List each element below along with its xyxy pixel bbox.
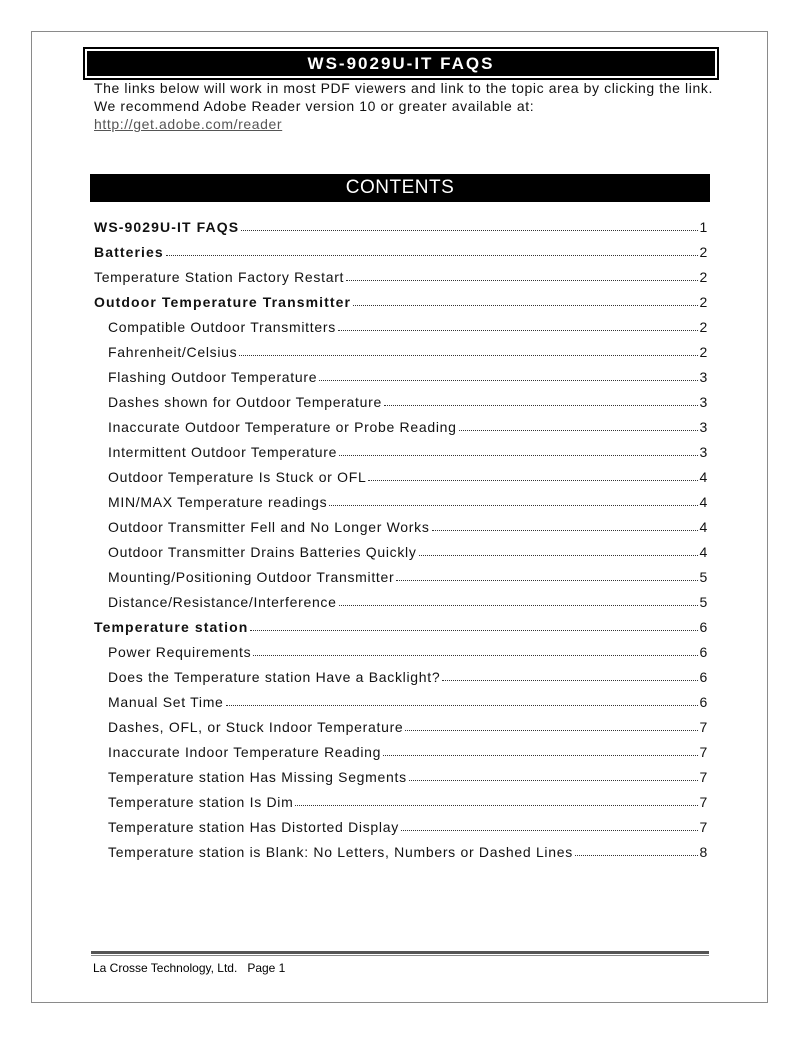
toc-entry-page: 4 (699, 494, 708, 510)
toc-entry-label: Compatible Outdoor Transmitters (108, 319, 336, 335)
toc-entry-page: 6 (699, 694, 708, 710)
toc-entry[interactable] (94, 215, 708, 235)
toc-entry-page: 3 (699, 394, 708, 410)
footer-company: La Crosse Technology, Ltd. (93, 961, 238, 975)
toc-entry[interactable] (108, 515, 708, 535)
toc-dot-leader (432, 530, 698, 531)
toc-dot-leader (319, 380, 697, 381)
toc-dot-leader (339, 455, 697, 456)
toc-entry-page: 6 (699, 669, 708, 685)
toc-dot-leader (409, 780, 698, 781)
toc-entry[interactable] (108, 365, 708, 385)
toc-entry-page: 4 (699, 519, 708, 535)
toc-entry-page: 4 (699, 544, 708, 560)
toc-dot-leader (368, 480, 697, 481)
toc-entry-label: Temperature station Has Missing Segments (108, 769, 407, 785)
toc-dot-leader (166, 255, 698, 256)
toc-entry-label: Temperature station Has Distorted Display (108, 819, 399, 835)
toc-entry-page: 2 (699, 319, 708, 335)
toc-entry-page: 1 (699, 219, 708, 235)
toc-entry[interactable] (108, 715, 708, 735)
toc-entry-label: Outdoor Transmitter Drains Batteries Quickly (108, 544, 417, 560)
toc-dot-leader (226, 705, 698, 706)
toc-dot-leader (250, 630, 697, 631)
toc-entry[interactable] (108, 440, 708, 460)
toc-dot-leader (383, 755, 697, 756)
toc-entry[interactable] (108, 665, 708, 685)
toc-dot-leader (442, 680, 697, 681)
toc-entry-page: 7 (699, 719, 708, 735)
toc-entry-page: 8 (699, 844, 708, 860)
toc-dot-leader (295, 805, 697, 806)
toc-entry-label: Power Requirements (108, 644, 252, 660)
toc-entry-label: Inaccurate Outdoor Temperature or Probe Reading (108, 419, 457, 435)
toc-dot-leader (339, 605, 698, 606)
toc-entry[interactable] (108, 690, 708, 710)
toc-entry[interactable] (108, 790, 708, 810)
toc-dot-leader (346, 280, 697, 281)
toc-entry-label: Temperature station Is Dim (108, 794, 294, 810)
toc-entry[interactable] (108, 840, 708, 860)
contents-heading: CONTENTS (91, 175, 709, 201)
document-title: WS-9029U-IT FAQS (87, 51, 715, 76)
toc-entry-label: Dashes, OFL, or Stuck Indoor Temperature (108, 719, 404, 735)
footer-page-number: Page 1 (247, 961, 286, 975)
toc-entry[interactable] (94, 615, 708, 635)
toc-entry[interactable] (108, 565, 708, 585)
toc-entry-label: Distance/Resistance/Interference (108, 594, 337, 610)
toc-entry-page: 5 (699, 569, 708, 585)
toc-dot-leader (396, 580, 697, 581)
toc-entry[interactable] (108, 640, 708, 660)
toc-entry-page: 3 (699, 369, 708, 385)
toc-entry-page: 5 (699, 594, 708, 610)
toc-entry-label: Flashing Outdoor Temperature (108, 369, 318, 385)
toc-entry-label: Does the Temperature station Have a Backlight? (108, 669, 441, 685)
toc-entry[interactable] (108, 740, 708, 760)
document-title-box (83, 47, 719, 80)
toc-dot-leader (459, 430, 698, 431)
toc-entry-page: 7 (699, 819, 708, 835)
footer-divider-thin (91, 955, 709, 956)
toc-entry-label: Outdoor Temperature Transmitter (94, 294, 352, 310)
toc-entry[interactable] (108, 465, 708, 485)
toc-entry-page: 2 (699, 294, 708, 310)
toc-entry-label: Inaccurate Indoor Temperature Reading (108, 744, 382, 760)
intro-paragraph (94, 79, 734, 133)
toc-entry-label: Dashes shown for Outdoor Temperature (108, 394, 382, 410)
toc-dot-leader (405, 730, 697, 731)
toc-entry[interactable] (108, 590, 708, 610)
toc-entry[interactable] (108, 815, 708, 835)
toc-entry-label: Outdoor Temperature Is Stuck or OFL (108, 469, 367, 485)
toc-dot-leader (239, 355, 697, 356)
toc-entry-label: Batteries (94, 244, 164, 260)
toc-dot-leader (241, 230, 697, 231)
toc-entry-label: Fahrenheit/Celsius (108, 344, 238, 360)
toc-entry[interactable] (108, 540, 708, 560)
toc-entry-label: Temperature station (94, 619, 249, 635)
intro-text: The links below will work in most PDF viewers and link to the topic area by clicking the link. We recommend Adobe Reader version 10 or greater available at: (94, 80, 713, 114)
adobe-reader-link[interactable]: http://get.adobe.com/reader (94, 116, 283, 132)
footer (93, 961, 285, 975)
toc-entry-page: 2 (699, 244, 708, 260)
toc-entry-label: Temperature Station Factory Restart (94, 269, 345, 285)
toc-entry-page: 3 (699, 444, 708, 460)
toc-entry-page: 2 (699, 344, 708, 360)
toc-entry-label: MIN/MAX Temperature readings (108, 494, 328, 510)
toc-entry-label: Outdoor Transmitter Fell and No Longer Works (108, 519, 430, 535)
toc-entry[interactable] (108, 390, 708, 410)
toc-dot-leader (575, 855, 698, 856)
toc-entry[interactable] (94, 240, 708, 260)
toc-entry[interactable] (108, 415, 708, 435)
toc-entry-label: Intermittent Outdoor Temperature (108, 444, 338, 460)
footer-divider (91, 951, 709, 954)
toc-entry[interactable] (108, 765, 708, 785)
toc-entry-page: 2 (699, 269, 708, 285)
toc-dot-leader (253, 655, 697, 656)
toc-entry[interactable] (108, 490, 708, 510)
toc-entry-label: Manual Set Time (108, 694, 224, 710)
toc-dot-leader (353, 305, 697, 306)
toc-entry-label: Mounting/Positioning Outdoor Transmitter (108, 569, 395, 585)
toc-entry-page: 7 (699, 769, 708, 785)
toc-entry-page: 6 (699, 619, 708, 635)
toc-dot-leader (338, 330, 698, 331)
toc-entry[interactable] (108, 340, 708, 360)
toc-entry[interactable] (108, 315, 708, 335)
toc-dot-leader (329, 505, 697, 506)
toc-entry-page: 4 (699, 469, 708, 485)
toc-entry-page: 7 (699, 744, 708, 760)
toc-entry-label: Temperature station is Blank: No Letters, Numbers or Dashed Lines (108, 844, 573, 860)
toc-dot-leader (401, 830, 698, 831)
toc-entry-page: 7 (699, 794, 708, 810)
toc-entry[interactable] (94, 265, 708, 285)
toc-entry-page: 3 (699, 419, 708, 435)
toc-entry[interactable] (94, 290, 708, 310)
toc-entry-label: WS-9029U-IT FAQS (94, 219, 240, 235)
toc-dot-leader (419, 555, 698, 556)
toc-entry-page: 6 (699, 644, 708, 660)
toc-dot-leader (384, 405, 698, 406)
